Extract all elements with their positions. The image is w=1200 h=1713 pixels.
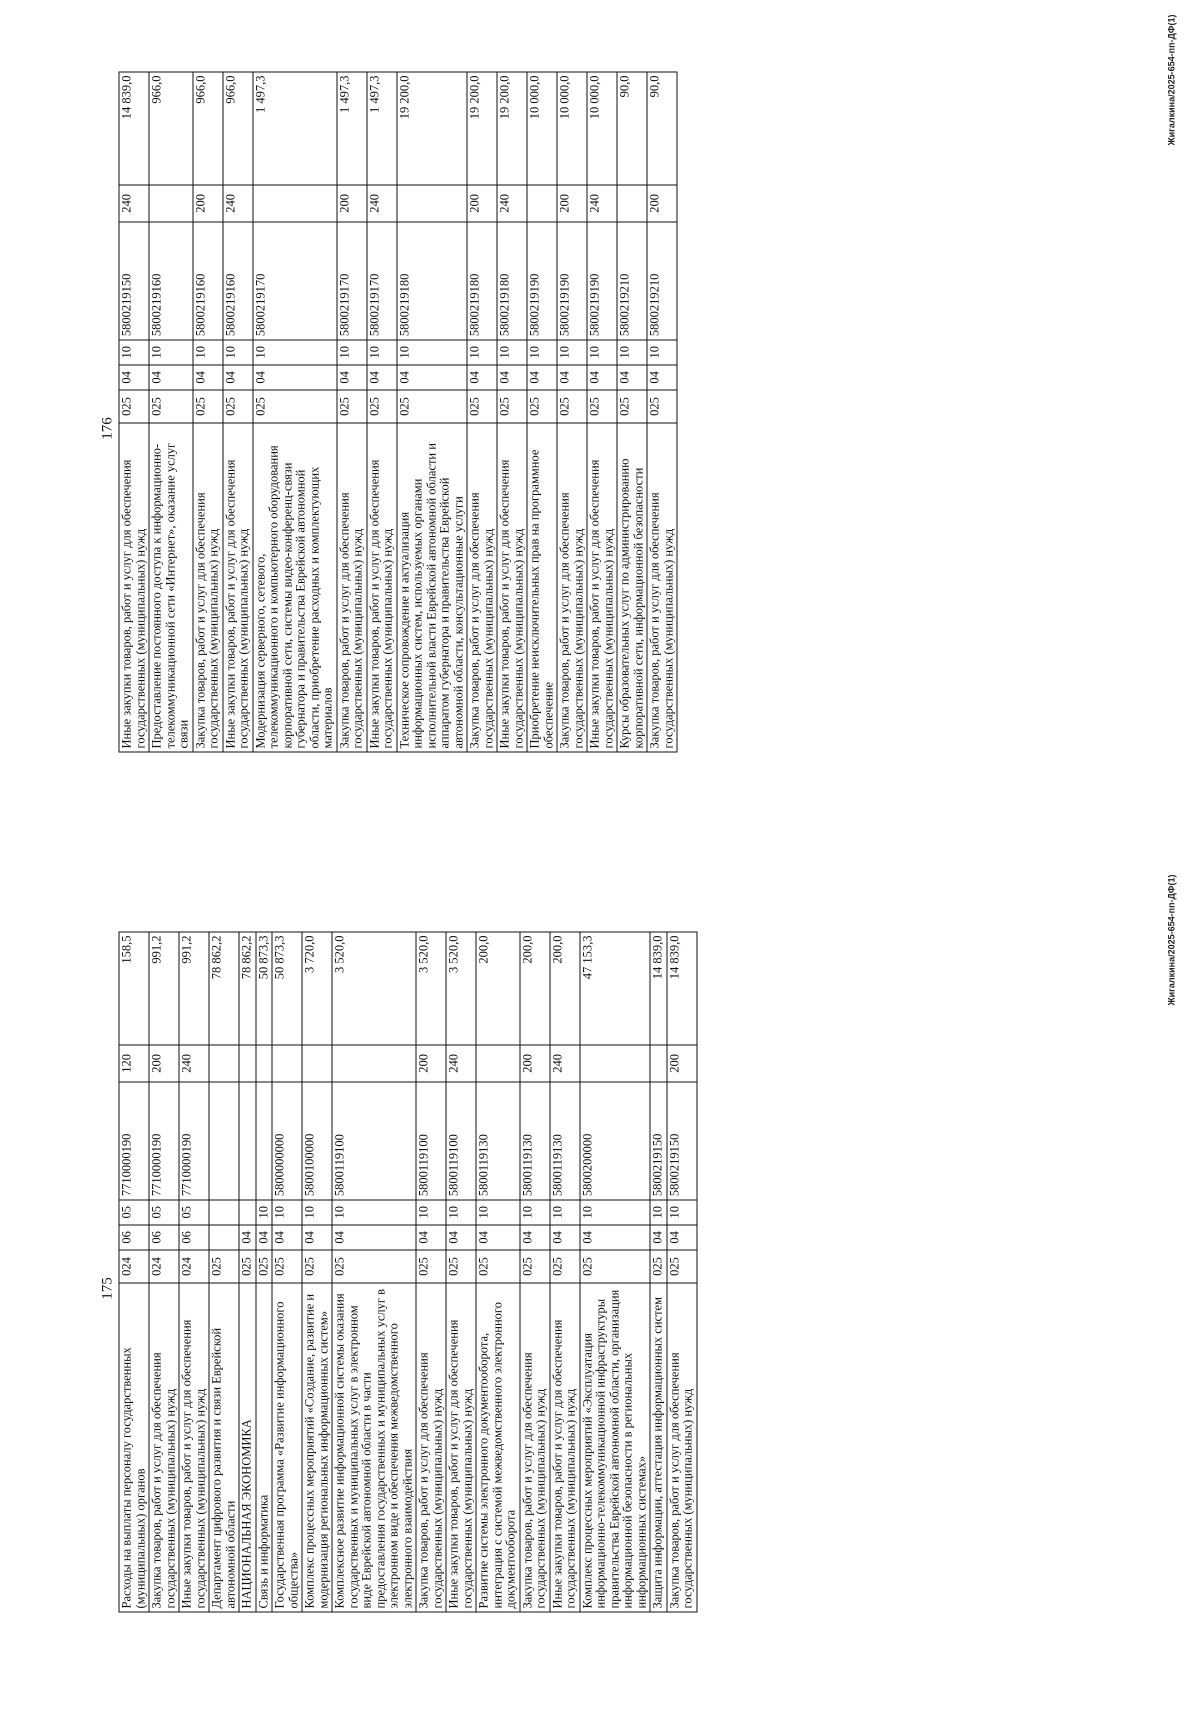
row-article: 5800219170: [253, 222, 337, 340]
row-expense-type: 120: [119, 1045, 149, 1082]
row-amount: 3 520,0: [332, 932, 416, 1045]
row-name: Государственная программа «Развитие информационного общества»: [272, 1283, 302, 1612]
row-name: НАЦИОНАЛЬНАЯ ЭКОНОМИКА: [239, 1283, 256, 1612]
row-article: 5800219210: [617, 222, 647, 340]
row-code: 025: [476, 1250, 520, 1283]
row-amount: 200,0: [550, 932, 580, 1045]
row-expense-type: 200: [416, 1045, 446, 1082]
row-article: 5800219210: [647, 222, 677, 340]
row-code: 024: [149, 1250, 179, 1283]
row-expense-type: 200: [557, 185, 587, 222]
row-subsection: 10: [587, 340, 617, 365]
row-article: 5800200000: [580, 1082, 651, 1200]
row-section: 04: [446, 1225, 476, 1250]
row-subsection: 10: [557, 340, 587, 365]
row-subsection: 10: [253, 340, 337, 365]
row-amount: 3 720,0: [302, 932, 332, 1045]
row-name: Иные закупки товаров, работ и услуг для обеспечения государственных (муниципальных) нужд: [587, 423, 617, 752]
row-code: 025: [149, 390, 193, 423]
row-article: 5800219160: [193, 222, 223, 340]
row-name: Закупка товаров, работ и услуг для обеспечения государственных (муниципальных) нужд: [337, 423, 367, 752]
row-expense-type: 240: [550, 1045, 580, 1082]
row-code: 025: [527, 390, 557, 423]
row-name: Иные закупки товаров, работ и услуг для обеспечения государственных (муниципальных) нужд: [367, 423, 397, 752]
row-section: 04: [149, 365, 193, 390]
row-name: Расходы на выплаты персоналу государственных (муниципальных) органов: [119, 1283, 149, 1612]
row-subsection: 10: [617, 340, 647, 365]
row-subsection: 10: [416, 1200, 446, 1225]
row-section: 04: [332, 1225, 416, 1250]
page-176: [1, 3, 1200, 853]
row-expense-type: [332, 1045, 416, 1082]
row-subsection: 10: [367, 340, 397, 365]
table-row: [416, 932, 446, 1612]
row-code: 024: [119, 1250, 149, 1283]
row-subsection: 10: [302, 1200, 332, 1225]
table-row: [179, 932, 209, 1612]
row-subsection: 05: [149, 1200, 179, 1225]
page-number: 175: [99, 1277, 116, 1300]
row-article: 5800219190: [557, 222, 587, 340]
row-name: Иные закупки товаров, работ и услуг для обеспечения государственных (муниципальных) нужд: [223, 423, 253, 752]
row-amount: 991,2: [149, 932, 179, 1045]
row-amount: 1 497,3: [337, 72, 367, 185]
row-expense-type: [617, 185, 647, 222]
row-amount: 3 520,0: [446, 932, 476, 1045]
row-code: 025: [650, 1250, 667, 1283]
row-section: 04: [476, 1225, 520, 1250]
row-amount: 14 839,0: [119, 72, 149, 185]
table-row: [367, 72, 397, 752]
row-amount: 50 873,3: [256, 932, 273, 1045]
row-article: [209, 1082, 239, 1200]
row-name: Закупка товаров, работ и услуг для обеспечения государственных (муниципальных) нужд: [647, 423, 677, 752]
row-code: 025: [520, 1250, 550, 1283]
row-expense-type: 200: [467, 185, 497, 222]
row-name: Закупка товаров, работ и услуг для обеспечения государственных (муниципальных) нужд: [520, 1283, 550, 1612]
row-section: 04: [497, 365, 527, 390]
table-row: [256, 932, 273, 1612]
row-name: Иные закупки товаров, работ и услуг для обеспечения государственных (муниципальных) нужд: [550, 1283, 580, 1612]
table-row: [209, 932, 239, 1612]
row-name: Иные закупки товаров, работ и услуг для обеспечения государственных (муниципальных) нужд: [497, 423, 527, 752]
row-article: 5800219150: [119, 222, 149, 340]
table-row: [149, 72, 193, 752]
row-article: 5800219180: [467, 222, 497, 340]
row-article: 5800119130: [550, 1082, 580, 1200]
row-article: 7710000190: [149, 1082, 179, 1200]
row-subsection: 10: [193, 340, 223, 365]
row-name: Курсы образовательных услуг по администрированию корпоративной сети, информационной безопасности: [617, 423, 647, 752]
table-row: [337, 72, 367, 752]
row-subsection: 10: [337, 340, 367, 365]
row-amount: 19 200,0: [467, 72, 497, 185]
row-article: 5800119130: [520, 1082, 550, 1200]
row-subsection: 10: [580, 1200, 651, 1225]
row-name: Закупка товаров, работ и услуг для обеспечения государственных (муниципальных) нужд: [149, 1283, 179, 1612]
table-row: [497, 72, 527, 752]
row-article: 5800219150: [650, 1082, 667, 1200]
row-subsection: [209, 1200, 239, 1225]
table-row: [650, 932, 667, 1612]
table-row: [119, 932, 149, 1612]
row-subsection: 10: [650, 1200, 667, 1225]
row-amount: 78 862,2: [209, 932, 239, 1045]
row-name: Связь и информатика: [256, 1283, 273, 1612]
row-code: 025: [550, 1250, 580, 1283]
table-row: [667, 932, 697, 1612]
row-name: Закупка товаров, работ и услуг для обеспечения государственных (муниципальных) нужд: [667, 1283, 697, 1612]
row-amount: 158,5: [119, 932, 149, 1045]
table-row: [149, 932, 179, 1612]
row-amount: 200,0: [520, 932, 550, 1045]
row-code: 025: [467, 390, 497, 423]
row-code: 025: [647, 390, 677, 423]
row-article: 5800100000: [302, 1082, 332, 1200]
row-subsection: 10: [446, 1200, 476, 1225]
row-subsection: 10: [397, 340, 468, 365]
table-row: [520, 932, 550, 1612]
row-article: 5800219180: [497, 222, 527, 340]
page-175: [1, 863, 1200, 1713]
row-expense-type: [397, 185, 468, 222]
row-expense-type: 240: [367, 185, 397, 222]
row-section: 04: [223, 365, 253, 390]
row-code: 025: [397, 390, 468, 423]
row-amount: 90,0: [617, 72, 647, 185]
row-expense-type: 200: [667, 1045, 697, 1082]
budget-table-body: [119, 932, 697, 1612]
row-article: 5800219170: [367, 222, 397, 340]
document-footer: Жигалкина/2025-654-пп-ДФ(1): [1166, 874, 1177, 1006]
row-article: 5800119100: [416, 1082, 446, 1200]
row-section: 04: [302, 1225, 332, 1250]
table-row: [253, 72, 337, 752]
row-name: Комплекс процессных мероприятий «Эксплуатация информационно-телекоммуникационной инфраструктуры правительства Еврейской автономной области, организация информационной безопасности в региональных информационных системах»: [580, 1283, 651, 1612]
row-expense-type: [239, 1045, 256, 1082]
row-expense-type: [580, 1045, 651, 1082]
row-subsection: 10: [467, 340, 497, 365]
row-amount: 14 839,0: [667, 932, 697, 1045]
row-subsection: 10: [332, 1200, 416, 1225]
row-section: 04: [650, 1225, 667, 1250]
row-code: 025: [119, 390, 149, 423]
row-subsection: 05: [119, 1200, 149, 1225]
row-amount: 90,0: [647, 72, 677, 185]
row-expense-type: [149, 185, 193, 222]
row-expense-type: 200: [337, 185, 367, 222]
row-article: 7710000190: [119, 1082, 149, 1200]
row-expense-type: [272, 1045, 302, 1082]
row-amount: 10 000,0: [557, 72, 587, 185]
row-section: 04: [467, 365, 497, 390]
row-article: 5800219180: [397, 222, 468, 340]
row-expense-type: 200: [149, 1045, 179, 1082]
row-amount: 19 200,0: [497, 72, 527, 185]
row-name: Комплексное развитие информационной системы оказания государственных и муниципальных услуг в электронном виде Еврейской автономной области в части предоставления государственных и муниципальных услуг в электронном виде и обеспечения межведомственного электронного взаимодействия: [332, 1283, 416, 1612]
document-spread: [1, 0, 1200, 1713]
row-name: Департамент цифрового развития и связи Еврейской автономной области: [209, 1283, 239, 1612]
row-section: 04: [580, 1225, 651, 1250]
row-name: Закупка товаров, работ и услуг для обеспечения государственных (муниципальных) нужд: [416, 1283, 446, 1612]
row-expense-type: 200: [647, 185, 677, 222]
row-article: 7710000190: [179, 1082, 209, 1200]
row-subsection: [239, 1200, 256, 1225]
row-expense-type: 200: [520, 1045, 550, 1082]
row-code: 024: [179, 1250, 209, 1283]
budget-table-body: [119, 72, 677, 752]
row-amount: 991,2: [179, 932, 209, 1045]
row-section: 04: [337, 365, 367, 390]
row-code: 025: [416, 1250, 446, 1283]
row-article: 5800219160: [149, 222, 193, 340]
row-name: Иные закупки товаров, работ и услуг для обеспечения государственных (муниципальных) нужд: [119, 423, 149, 752]
row-expense-type: [253, 185, 337, 222]
table-row: [332, 932, 416, 1612]
page-number: 176: [99, 417, 116, 440]
row-subsection: 10: [149, 340, 193, 365]
row-subsection: 10: [667, 1200, 697, 1225]
table-row: [527, 72, 557, 752]
row-code: 025: [367, 390, 397, 423]
row-section: 04: [397, 365, 468, 390]
row-section: 04: [239, 1225, 256, 1250]
row-amount: 78 862,2: [239, 932, 256, 1045]
row-code: 025: [209, 1250, 239, 1283]
row-expense-type: 240: [497, 185, 527, 222]
row-article: 5800119100: [446, 1082, 476, 1200]
document-footer: Жигалкина/2025-654-пп-ДФ(1): [1166, 14, 1177, 146]
row-expense-type: [256, 1045, 273, 1082]
row-code: 025: [302, 1250, 332, 1283]
row-amount: 966,0: [193, 72, 223, 185]
row-code: 025: [557, 390, 587, 423]
table-row: [647, 72, 677, 752]
row-expense-type: [209, 1045, 239, 1082]
row-code: 025: [587, 390, 617, 423]
row-amount: 966,0: [149, 72, 193, 185]
row-expense-type: 200: [193, 185, 223, 222]
row-name: Закупка товаров, работ и услуг для обеспечения государственных (муниципальных) нужд: [467, 423, 497, 752]
row-section: 04: [647, 365, 677, 390]
row-code: 025: [272, 1250, 302, 1283]
table-row: [587, 72, 617, 752]
row-code: 025: [580, 1250, 651, 1283]
row-subsection: 10: [647, 340, 677, 365]
table-row: [467, 72, 497, 752]
row-section: 04: [667, 1225, 697, 1250]
row-article: 5800219160: [223, 222, 253, 340]
table-row: [580, 932, 651, 1612]
row-article: [239, 1082, 256, 1200]
row-expense-type: [302, 1045, 332, 1082]
table-row: [446, 932, 476, 1612]
row-section: 04: [253, 365, 337, 390]
row-section: 04: [587, 365, 617, 390]
row-subsection: 10: [550, 1200, 580, 1225]
row-code: 025: [256, 1250, 273, 1283]
table-row: [193, 72, 223, 752]
row-subsection: 10: [223, 340, 253, 365]
budget-table: [119, 932, 698, 1613]
table-row: [550, 932, 580, 1612]
row-code: 025: [446, 1250, 476, 1283]
row-expense-type: [527, 185, 557, 222]
row-amount: 966,0: [223, 72, 253, 185]
row-section: 06: [149, 1225, 179, 1250]
row-section: 04: [550, 1225, 580, 1250]
row-section: 06: [179, 1225, 209, 1250]
table-row: [119, 72, 149, 752]
row-name: Приобретение неисключительных прав на программное обеспечение: [527, 423, 557, 752]
table-row: [272, 932, 302, 1612]
row-article: 5800219190: [527, 222, 557, 340]
row-article: 5800000000: [272, 1082, 302, 1200]
row-subsection: 10: [272, 1200, 302, 1225]
row-code: 025: [239, 1250, 256, 1283]
table-row: [397, 72, 468, 752]
row-section: 04: [256, 1225, 273, 1250]
row-code: 025: [337, 390, 367, 423]
row-name: Иные закупки товаров, работ и услуг для обеспечения государственных (муниципальных) нужд: [179, 1283, 209, 1612]
row-article: 5800219170: [337, 222, 367, 340]
row-article: 5800219190: [587, 222, 617, 340]
table-row: [557, 72, 587, 752]
row-amount: 1 497,3: [367, 72, 397, 185]
row-section: 04: [119, 365, 149, 390]
row-name: Развитие системы электронного документооборота, интеграция с системой межведомственного электронного документооборота: [476, 1283, 520, 1612]
row-code: 025: [193, 390, 223, 423]
budget-table: [119, 72, 678, 753]
row-amount: 14 839,0: [650, 932, 667, 1045]
row-expense-type: 240: [446, 1045, 476, 1082]
row-section: [209, 1225, 239, 1250]
row-subsection: 10: [497, 340, 527, 365]
row-name: Закупка товаров, работ и услуг для обеспечения государственных (муниципальных) нужд: [193, 423, 223, 752]
row-section: 04: [520, 1225, 550, 1250]
row-amount: 200,0: [476, 932, 520, 1045]
table-row: [617, 72, 647, 752]
row-amount: 1 497,3: [253, 72, 337, 185]
row-expense-type: [476, 1045, 520, 1082]
row-name: Защита информации, аттестация информационных систем: [650, 1283, 667, 1612]
row-section: 04: [367, 365, 397, 390]
row-section: 04: [193, 365, 223, 390]
row-name: Иные закупки товаров, работ и услуг для обеспечения государственных (муниципальных) нужд: [446, 1283, 476, 1612]
table-row: [302, 932, 332, 1612]
row-code: 025: [617, 390, 647, 423]
row-code: 025: [667, 1250, 697, 1283]
row-subsection: 10: [256, 1200, 273, 1225]
row-amount: 3 520,0: [416, 932, 446, 1045]
row-article: 5800119100: [332, 1082, 416, 1200]
row-section: 04: [527, 365, 557, 390]
row-section: 04: [272, 1225, 302, 1250]
row-amount: 10 000,0: [587, 72, 617, 185]
row-subsection: 10: [527, 340, 557, 365]
row-code: 025: [497, 390, 527, 423]
row-expense-type: 240: [179, 1045, 209, 1082]
row-name: Техническое сопровождение и актуализация информационных систем, используемых органами исполнительной власти Еврейской автономной области и аппаратом губернатора и правительства Еврейской автономной области, консультационные услуги: [397, 423, 468, 752]
row-expense-type: 240: [587, 185, 617, 222]
row-expense-type: 240: [223, 185, 253, 222]
row-amount: 10 000,0: [527, 72, 557, 185]
row-amount: 19 200,0: [397, 72, 468, 185]
row-section: 04: [557, 365, 587, 390]
row-name: Комплекс процессных мероприятий «Создание, развитие и модернизация региональных информационных систем»: [302, 1283, 332, 1612]
row-section: 06: [119, 1225, 149, 1250]
row-name: Закупка товаров, работ и услуг для обеспечения государственных (муниципальных) нужд: [557, 423, 587, 752]
row-amount: 47 153,3: [580, 932, 651, 1045]
row-subsection: 10: [520, 1200, 550, 1225]
row-expense-type: 240: [119, 185, 149, 222]
table-row: [223, 72, 253, 752]
row-article: [256, 1082, 273, 1200]
row-subsection: 05: [179, 1200, 209, 1225]
row-code: 025: [223, 390, 253, 423]
row-name: Предоставление постоянного доступа к информационно-телекоммуникационной сети «Интернет», оказание услуг связи: [149, 423, 193, 752]
row-article: 5800119130: [476, 1082, 520, 1200]
row-code: 025: [332, 1250, 416, 1283]
table-row: [239, 932, 256, 1612]
row-code: 025: [253, 390, 337, 423]
row-section: 04: [617, 365, 647, 390]
row-subsection: 10: [476, 1200, 520, 1225]
row-amount: 50 873,3: [272, 932, 302, 1045]
row-subsection: 10: [119, 340, 149, 365]
row-expense-type: [650, 1045, 667, 1082]
row-article: 5800219150: [667, 1082, 697, 1200]
row-section: 04: [416, 1225, 446, 1250]
row-name: Модернизация серверного, сетевого, телекоммуникационного и компьютерного оборудования корпоративной сети, системы видео-конференц-связи губернатора и правительства Еврейской автономной области, приобретение расходных и комплектующих материалов: [253, 423, 337, 752]
table-row: [476, 932, 520, 1612]
